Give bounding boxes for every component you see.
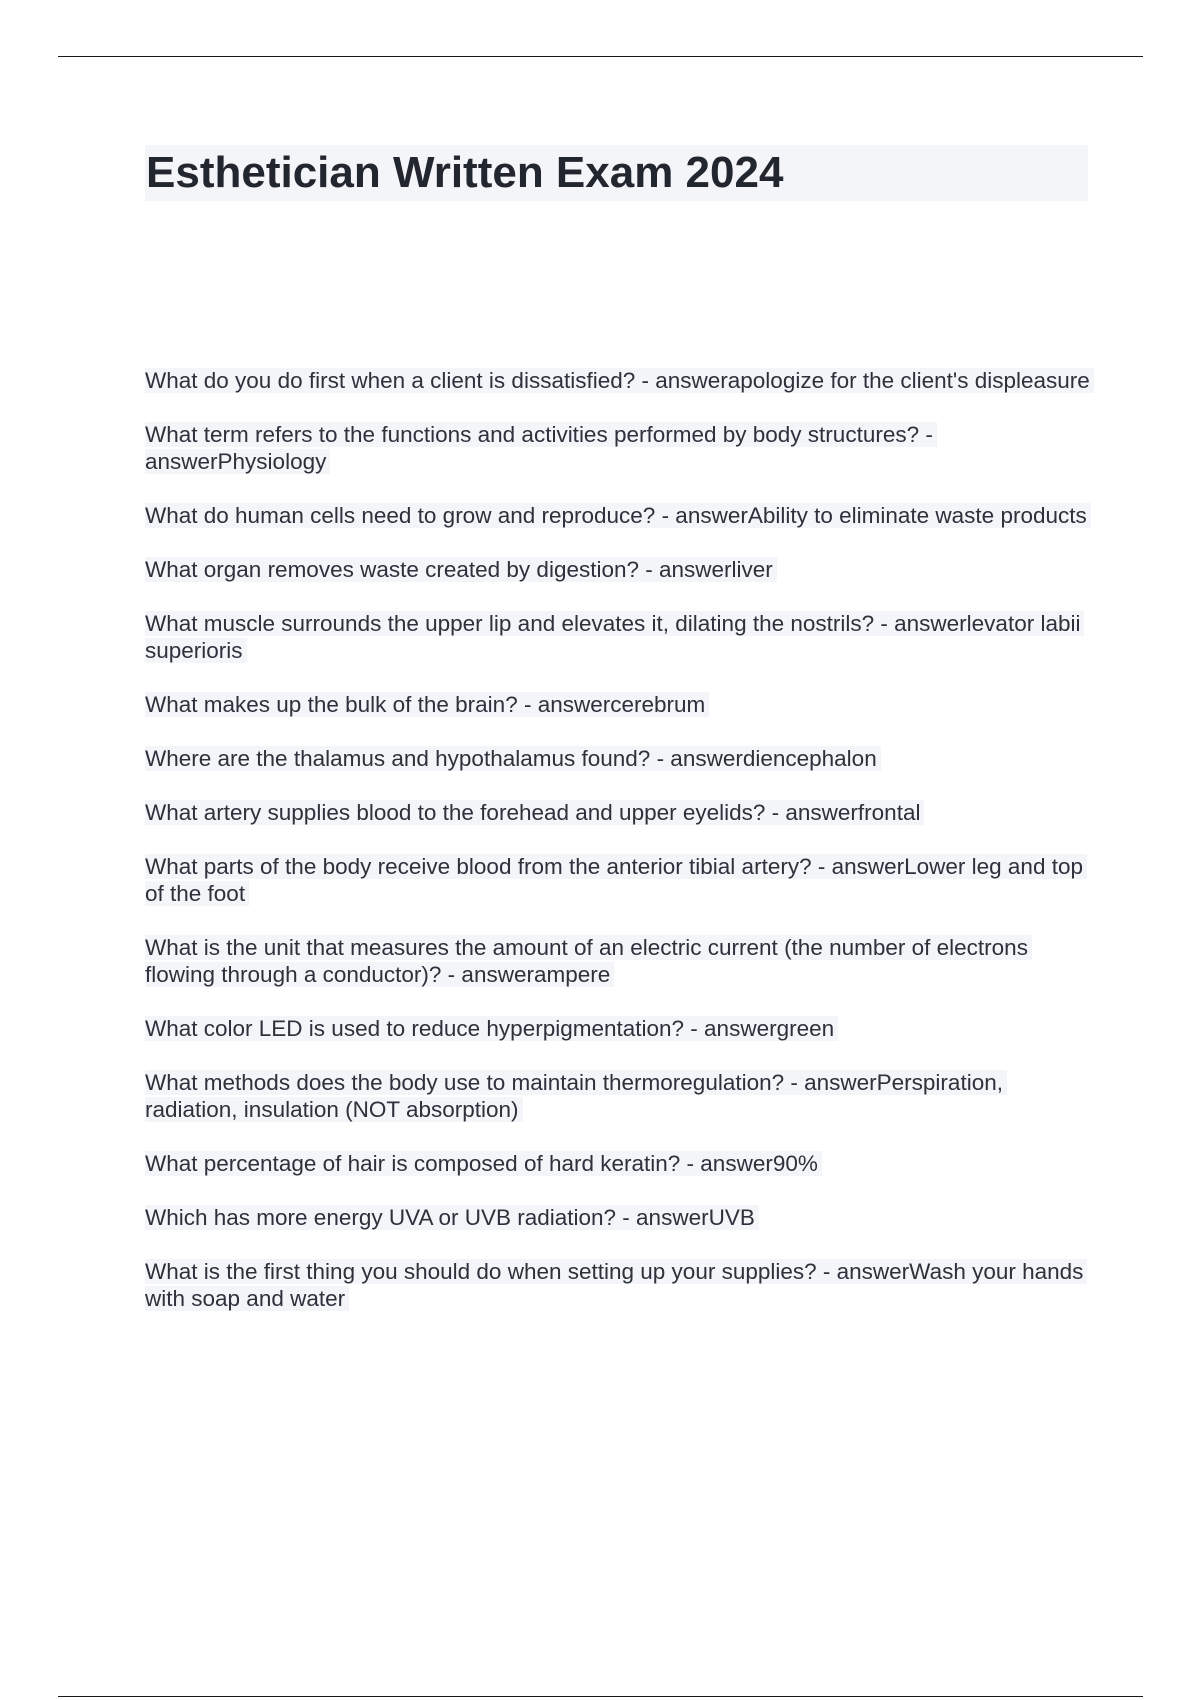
top-rule	[58, 56, 1143, 57]
bottom-rule	[58, 1696, 1143, 1697]
qa-item	[145, 745, 1095, 772]
qa-text: What color LED is used to reduce hyperpigmentation? - answergreen	[145, 1016, 838, 1041]
qa-text: What do human cells need to grow and reproduce? - answerAbility to eliminate waste products	[145, 503, 1091, 528]
qa-text: What term refers to the functions and activities performed by body structures? - answerPhysiology	[145, 422, 937, 474]
qa-item	[145, 610, 1095, 664]
qa-item	[145, 367, 1095, 394]
qa-text: What is the unit that measures the amount of an electric current (the number of electrons flowing through a conductor)? - answerampere	[145, 935, 1032, 987]
qa-text: What organ removes waste created by digestion? - answerliver	[145, 557, 777, 582]
document-title: Esthetician Written Exam 2024	[146, 148, 784, 197]
qa-text: What makes up the bulk of the brain? - answercerebrum	[145, 692, 709, 717]
qa-text: What artery supplies blood to the forehead and upper eyelids? - answerfrontal	[145, 800, 924, 825]
qa-text: What parts of the body receive blood from the anterior tibial artery? - answerLower leg and top of the foot	[145, 854, 1087, 906]
qa-item	[145, 421, 1095, 475]
qa-item	[145, 1258, 1095, 1312]
qa-item	[145, 1204, 1095, 1231]
qa-text: What do you do first when a client is dissatisfied? - answerapologize for the client's displeasure	[145, 368, 1094, 393]
qa-item	[145, 1015, 1095, 1042]
qa-item	[145, 1069, 1095, 1123]
qa-text: What percentage of hair is composed of hard keratin? - answer90%	[145, 1151, 822, 1176]
qa-text: Where are the thalamus and hypothalamus found? - answerdiencephalon	[145, 746, 881, 771]
qa-text: Which has more energy UVA or UVB radiation? - answerUVB	[145, 1205, 759, 1230]
qa-item	[145, 556, 1095, 583]
qa-item	[145, 799, 1095, 826]
qa-item	[145, 934, 1095, 988]
qa-item	[145, 502, 1095, 529]
qa-text: What is the first thing you should do when setting up your supplies? - answerWash your hands with soap and water	[145, 1259, 1087, 1311]
qa-text: What muscle surrounds the upper lip and elevates it, dilating the nostrils? - answerlevator labii superioris	[145, 611, 1084, 663]
qa-text: What methods does the body use to maintain thermoregulation? - answerPerspiration, radiation, insulation (NOT absorption)	[145, 1070, 1007, 1122]
qa-item	[145, 691, 1095, 718]
qa-item	[145, 1150, 1095, 1177]
qa-item	[145, 853, 1095, 907]
question-list	[145, 367, 1095, 1339]
